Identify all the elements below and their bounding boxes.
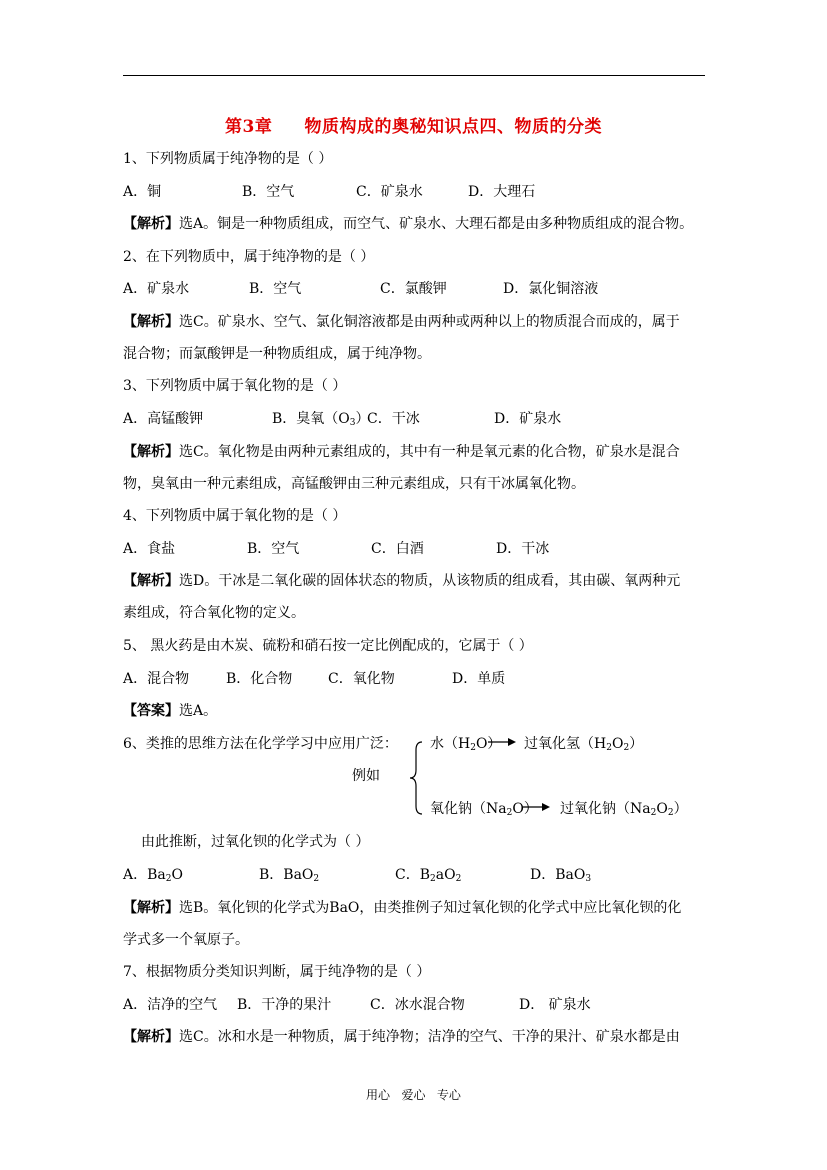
q4-option-d: D．干冰 — [496, 541, 550, 557]
q7-option-c: C．冰水混合物 — [370, 997, 465, 1013]
q5-option-b: B．化合物 — [226, 671, 293, 687]
q3-expl-text-1: 选C。氧化物是由两种元素组成的，其中有一种是氧元素的化合物，矿泉水是混合 — [179, 444, 680, 460]
q6-expl-tag: 【解析】 — [123, 900, 179, 916]
q2-stem: 2、在下列物质中，属于纯净物的是（ ） — [123, 249, 375, 265]
q4-expl-text-1: 选D。干冰是二氧化碳的固体状态的物质，从该物质的组成看，其由碳、氧两种元 — [179, 573, 681, 589]
q6-inference: 由此推断，过氧化钡的化学式为（ ） — [141, 834, 370, 850]
q5-option-a: A．混合物 — [123, 671, 190, 687]
q6-brace — [408, 740, 424, 816]
q6-explanation-1 — [123, 900, 681, 916]
q7-expl-tag: 【解析】 — [123, 1029, 179, 1045]
q3-option-d: D．矿泉水 — [494, 411, 562, 427]
q7-expl-text: 选C。冰和水是一种物质，属于纯净物；洁净的空气、干净的果汁、矿泉水都是由 — [179, 1029, 680, 1045]
q6-example-label: 例如 — [352, 768, 380, 784]
q2-explanation-1 — [123, 314, 680, 330]
q3-option-c: C．干冰 — [367, 411, 420, 427]
q1-expl-text: 选A。铜是一种物质组成，而空气、矿泉水、大理石都是由多种物质组成的混合物。 — [179, 216, 694, 232]
q1-option-b: B．空气 — [242, 184, 295, 200]
q7-option-d: D． 矿泉水 — [519, 997, 591, 1013]
q1-option-d: D．大理石 — [468, 184, 536, 200]
q3-stem: 3、下列物质中属于氧化物的是（ ） — [123, 378, 347, 394]
q6-row1-right: 过氧化氢$(H_2O_2)$ — [524, 736, 644, 753]
q7-option-b: B．干净的果汁 — [237, 997, 332, 1013]
q5-answer — [123, 703, 217, 719]
q6-row2-left: 氧化钠$(Na_2O)$ — [430, 801, 538, 818]
q4-option-c: C．白酒 — [371, 541, 424, 557]
q4-stem: 4、下列物质中属于氧化物的是（ ） — [123, 508, 347, 524]
q3-option-b: B．臭氧$(O_3)$ — [272, 411, 370, 428]
q1-explanation — [123, 216, 693, 232]
q6-row1-left: 水$(H_2O)$ — [430, 736, 502, 753]
q6-stem: 6、类推的思维方法在化学学习中应用广泛： — [123, 736, 398, 752]
q6-expl-text-1: 选B。氧化钡的化学式为BaO，由类推例子知过氧化钡的化学式中应比氧化钡的化 — [179, 900, 682, 916]
q6-option-a: A．$Ba_2O$ — [123, 867, 183, 884]
q2-option-c: C．氯酸钾 — [380, 281, 447, 297]
q7-stem: 7、根据物质分类知识判断，属于纯净物的是（ ） — [123, 964, 431, 980]
q4-option-a: A．食盐 — [123, 541, 176, 557]
q6-row2-right: 过氧化钠$(Na_2O_2)$ — [560, 801, 688, 818]
q4-option-b: B．空气 — [247, 541, 300, 557]
q2-option-a: A．矿泉水 — [123, 281, 190, 297]
q1-option-c: C．矿泉水 — [356, 184, 423, 200]
q6-row2-arrow-icon — [522, 802, 550, 812]
q4-explanation-1 — [123, 573, 680, 589]
page-title: 第3章 物质构成的奥秘知识点四、物质的分类 — [225, 117, 602, 137]
q3-expl-tag: 【解析】 — [123, 444, 179, 460]
q5-stem: 5、 黑火药是由木炭、硫粉和硝石按一定比例配成的，它属于（ ） — [123, 638, 533, 654]
header-rule — [123, 75, 705, 76]
q1-stem: 1、下列物质属于纯净物的是（ ） — [123, 151, 333, 167]
q1-expl-tag: 【解析】 — [123, 216, 179, 232]
q5-option-c: C．氧化物 — [328, 671, 395, 687]
q2-explanation-2: 混合物；而氯酸钾是一种物质组成，属于纯净物。 — [123, 346, 431, 362]
q1-option-a: A．铜 — [123, 184, 162, 200]
q6-explanation-2: 学式多一个氧原子。 — [123, 932, 249, 948]
q2-option-d: D．氯化铜溶液 — [503, 281, 599, 297]
q7-option-a: A．洁净的空气 — [123, 997, 218, 1013]
q5-answer-tag: 【答案】 — [123, 703, 179, 719]
q2-expl-text-1: 选C。矿泉水、空气、氯化铜溶液都是由两种或两种以上的物质混合而成的，属于 — [179, 314, 680, 330]
q6-option-c: C．$B_2aO_2$ — [395, 867, 462, 884]
q3-option-a: A．高锰酸钾 — [123, 411, 204, 427]
q6-option-b: B．BaO$_2$ — [259, 867, 320, 884]
page-footer: 用心 爱心 专心 — [366, 1088, 461, 1102]
q3-explanation-2: 物，臭氧由一种元素组成，高锰酸钾由三种元素组成，只有干冰属氧化物。 — [123, 476, 585, 492]
q7-explanation — [123, 1029, 680, 1045]
q4-explanation-2: 素组成，符合氧化物的定义。 — [123, 605, 305, 621]
q5-option-d: D．单质 — [452, 671, 506, 687]
q6-row1-arrow-icon — [488, 737, 516, 747]
q2-expl-tag: 【解析】 — [123, 314, 179, 330]
q5-answer-text: 选A。 — [179, 703, 218, 719]
q4-expl-tag: 【解析】 — [123, 573, 179, 589]
q6-option-d: D．BaO$_3$ — [530, 867, 592, 884]
q2-option-b: B．空气 — [249, 281, 302, 297]
q3-explanation-1 — [123, 444, 680, 460]
